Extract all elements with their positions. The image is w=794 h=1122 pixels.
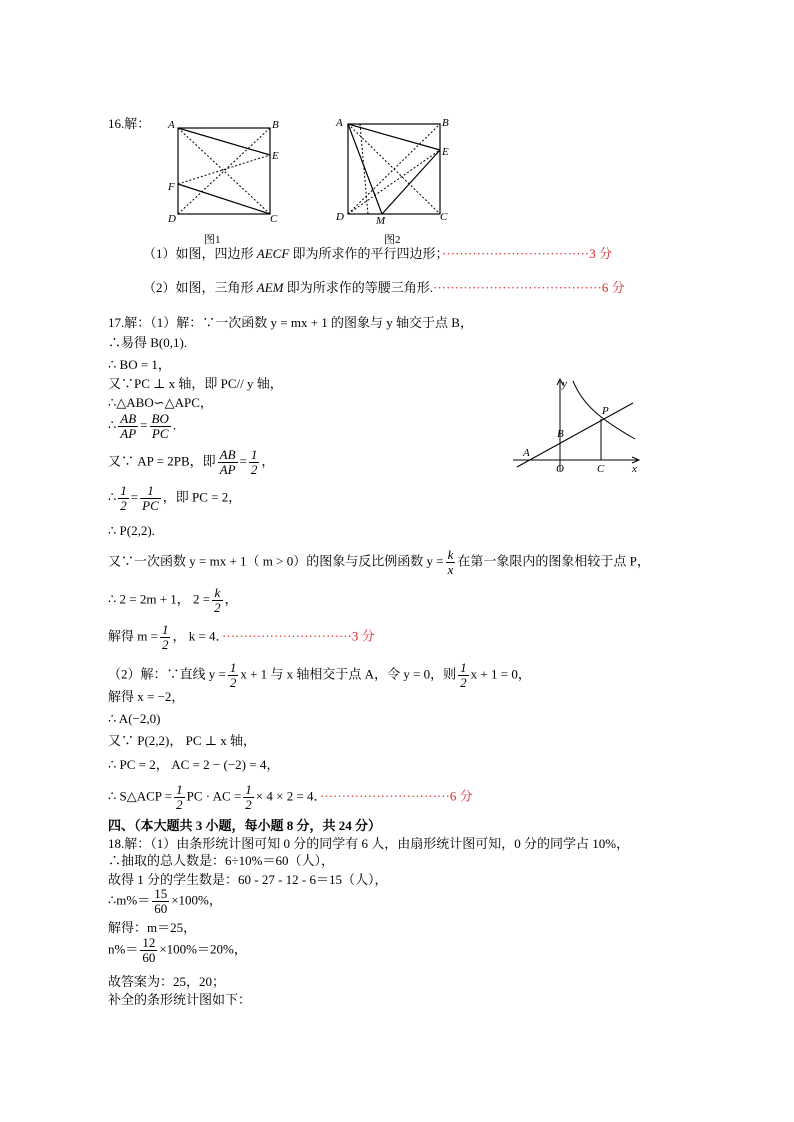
q17-line: ∴ A(−2,0) xyxy=(108,711,161,726)
q17-line: 又∵一次函数 y = mx + 1（ m > 0）的图象与反比例函数 y = $\frac{k}{x}$ 在第一象限内的图象相较于点 P， xyxy=(108,547,650,577)
graph-label-x: x xyxy=(632,463,637,475)
q17-line: 解得 m = $\frac{1}{2}$ ， k = 4．······························3 分 xyxy=(108,622,375,652)
fig2-label-e: E xyxy=(442,146,449,158)
graph-label-c: C xyxy=(597,463,605,475)
q17-line: ∴ BO = 1， xyxy=(108,357,171,372)
q17-line: ∴ $\frac{1}{2}$ = $\frac{1}{PC}$ ，即 PC = 2， xyxy=(108,483,242,513)
q17-line: ∴易得 B(0,1). xyxy=(108,335,188,350)
fig1-label-a: A xyxy=(168,119,175,131)
graph-label-p: P xyxy=(602,405,609,417)
q16-part1: （1）如图，四边形 AECF 即为所求作的平行四边形；··································3 分 xyxy=(143,246,612,261)
q18-line: 补全的条形统计图如下： xyxy=(108,992,252,1007)
q18-line: ∴抽取的总人数是：6÷10%＝60（人）， xyxy=(108,853,334,868)
fig1-label-f: F xyxy=(168,181,175,193)
graph-label-a: A xyxy=(523,447,530,459)
q17-line: ∴ PC = 2， AC = 2 − (−2) = 4， xyxy=(108,757,280,772)
fig2-label-a: A xyxy=(336,117,343,129)
fig2-label-b: B xyxy=(442,117,449,129)
fig1-label-e: E xyxy=(272,150,279,162)
section-heading: 四、（本大题共 3 小题，每小题 8 分，共 24 分） xyxy=(108,818,382,833)
q18-line: 故得 1 分的学生数是：60 - 27 - 12 - 6＝15（人）， xyxy=(108,872,388,887)
score-mark: ··································3 分 xyxy=(442,246,612,261)
q16-heading: 16.解： xyxy=(108,116,151,131)
q17-line: ∴ $\frac{AB}{AP}$ = $\frac{BO}{PC}$ . xyxy=(108,411,177,441)
function-graph xyxy=(505,375,645,475)
q18-line: ∴m%＝ $\frac{15}{60}$ ×100%， xyxy=(108,886,222,916)
q17-line: ∴△ABO∽△APC， xyxy=(108,395,213,410)
q17-line: ∴ S△ACP = $\frac{1}{2}$ PC · AC = $\frac{1}{2}$ × 4 × 2 = 4．······························6 分 xyxy=(108,782,473,812)
q17-line: （2）解：∵直线 y = $\frac{1}{2}$ x + 1 与 x 轴相交于点 A，令 y = 0，则 $\frac{1}{2}$ x + 1 = 0， xyxy=(108,660,531,690)
fig2-label-c: C xyxy=(440,211,448,223)
fig1-label-d: D xyxy=(168,213,176,225)
q16-part2: （2）如图，三角形 AEM 即为所求作的等腰三角形.·······································6 分 xyxy=(143,280,625,295)
figure-2 xyxy=(330,112,470,252)
q18-line: n%＝ $\frac{12}{60}$ ×100%＝20%， xyxy=(108,935,247,965)
q17-line: 又∵PC ⊥ x 轴，即 PC// y 轴， xyxy=(108,376,283,391)
figure-1 xyxy=(160,112,300,252)
q18-line: 故答案为：25，20； xyxy=(108,974,226,989)
score-mark: ······························6 分 xyxy=(320,788,473,804)
q17-line: ∴ 2 = 2m + 1， 2 = $\frac{k}{2}$ ， xyxy=(108,585,238,615)
q18-line: 18.解：（1）由条形统计图可知 0 分的同学有 6 人，由扇形统计图可知，0 分的同学占 10%， xyxy=(108,836,630,851)
q18-line: 解得：m＝25， xyxy=(108,920,197,935)
graph-label-o: O xyxy=(556,463,564,475)
score-mark: ·······································6 分 xyxy=(433,280,625,295)
fig2-caption: 图2 xyxy=(384,234,401,246)
graph-label-b: B xyxy=(557,428,564,440)
fig2-label-d: D xyxy=(336,211,344,223)
fig2-label-m: M xyxy=(376,215,386,227)
fig1-caption: 图1 xyxy=(204,234,221,246)
score-mark: ······························3 分 xyxy=(222,628,375,644)
q17-line: 解得 x = −2， xyxy=(108,689,185,704)
q17-line: 17.解：（1）解：∵一次函数 y = mx + 1 的图象与 y 轴交于点 B， xyxy=(108,315,473,330)
q17-line: 又∵ P(2,2)， PC ⊥ x 轴， xyxy=(108,733,257,748)
q17-line: 又∵ AP = 2PB，即 $\frac{AB}{AP}$ = $\frac{1}{2}$ ， xyxy=(108,447,275,477)
graph-label-y: y xyxy=(562,378,567,390)
fig1-label-b: B xyxy=(272,119,279,131)
q17-line: ∴ P(2,2). xyxy=(108,523,155,538)
fig1-label-c: C xyxy=(270,213,278,225)
